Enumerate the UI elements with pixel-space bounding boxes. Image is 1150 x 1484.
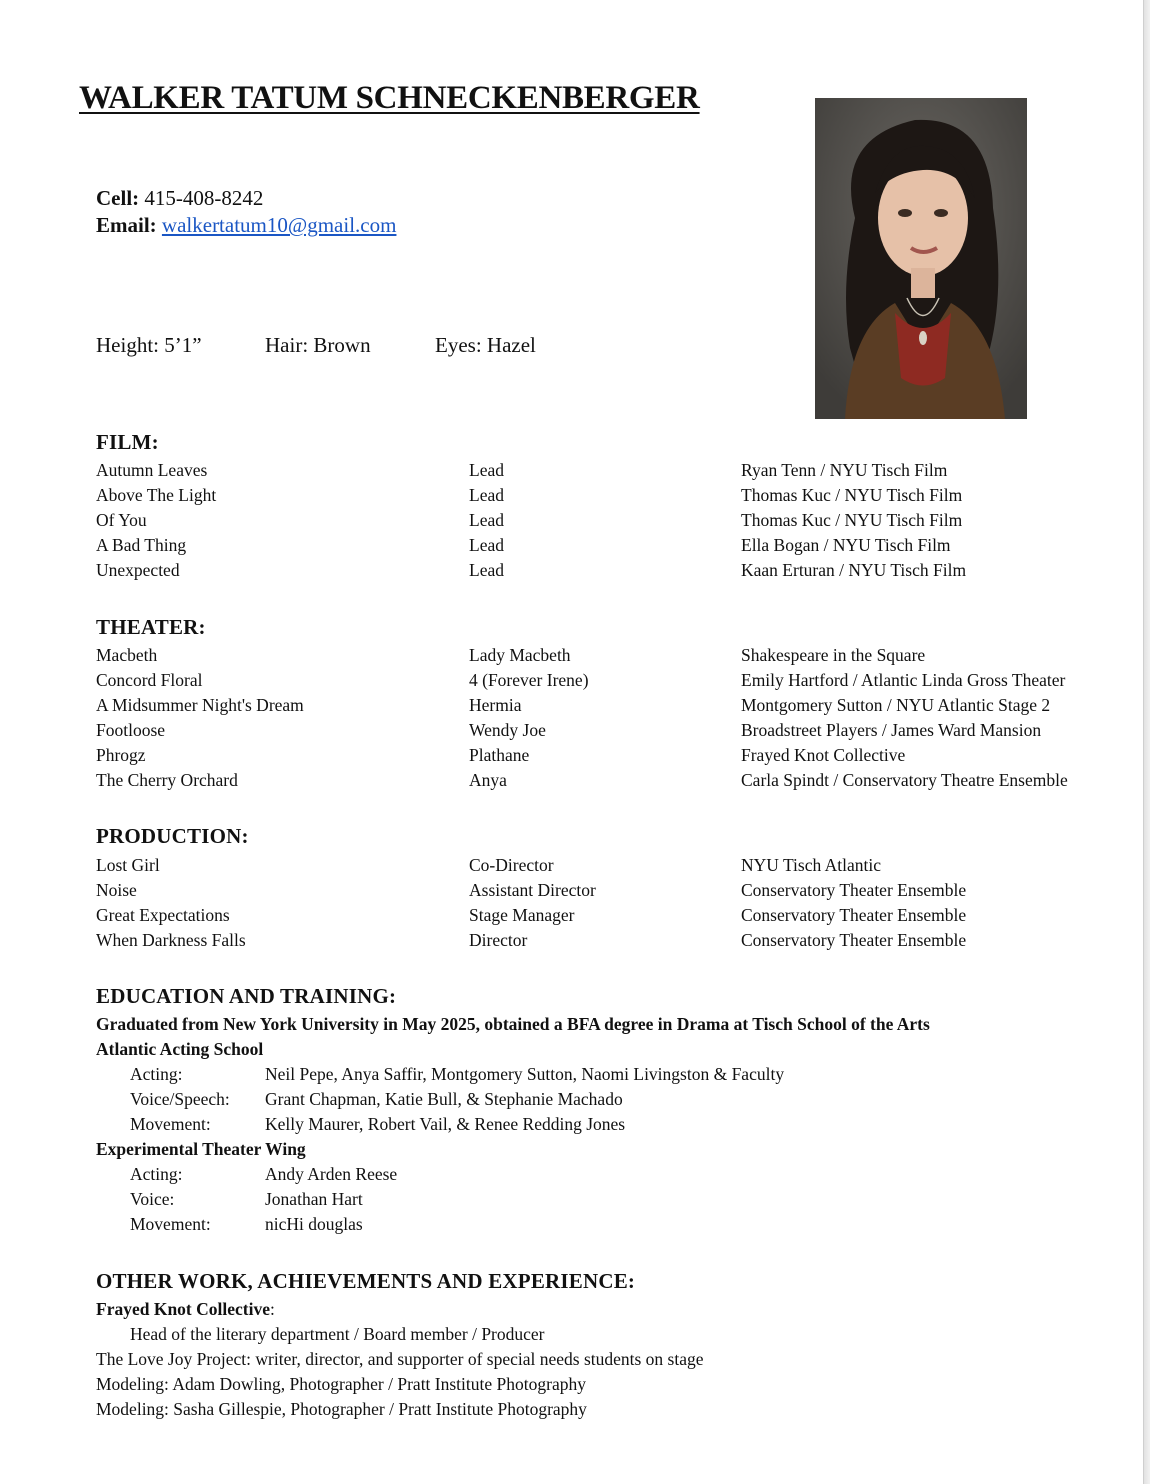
theater-row — [0, 770, 1150, 795]
film-director: Thomas Kuc / NYU Tisch Film — [741, 485, 963, 505]
training-area: Movement: — [130, 1214, 211, 1234]
training-teachers: Grant Chapman, Katie Bull, & Stephanie Machado — [265, 1089, 623, 1109]
hair-stat: Hair: Brown — [265, 333, 371, 357]
film-role: Lead — [469, 535, 504, 555]
film-row — [0, 460, 1150, 485]
production-company: Conservatory Theater Ensemble — [741, 880, 967, 900]
page-title: WALKER TATUM SCHNECKENBERGER — [79, 80, 700, 116]
production-role: Assistant Director — [469, 880, 596, 900]
cell-label: Cell: — [96, 186, 140, 210]
training-area: Acting: — [130, 1064, 183, 1084]
theater-row — [0, 720, 1150, 745]
theater-heading: THEATER: — [96, 615, 206, 639]
theater-title: Concord Floral — [96, 670, 203, 690]
training-area: Acting: — [130, 1164, 183, 1184]
theater-company: Frayed Knot Collective — [741, 745, 906, 765]
theater-company: Broadstreet Players / James Ward Mansion — [741, 720, 1042, 740]
theater-title: Phrogz — [96, 745, 146, 765]
school-etw: Experimental Theater Wing — [96, 1139, 306, 1159]
production-company: NYU Tisch Atlantic — [741, 855, 882, 875]
headshot-photo — [815, 98, 1027, 419]
film-row — [0, 560, 1150, 585]
training-row — [0, 1214, 1150, 1239]
film-role: Lead — [469, 460, 504, 480]
theater-role: Plathane — [469, 745, 530, 765]
other-work-item: Modeling: Sasha Gillespie, Photographer / Pratt Institute Photography — [96, 1399, 587, 1419]
production-title: Great Expectations — [96, 905, 230, 925]
film-title: Of You — [96, 510, 147, 530]
other-work-item: The Love Joy Project: writer, director, and supporter of special needs students on stage — [96, 1349, 704, 1369]
production-role: Director — [469, 930, 528, 950]
production-row — [0, 880, 1150, 905]
production-row — [0, 930, 1150, 955]
theater-title: The Cherry Orchard — [96, 770, 238, 790]
training-row — [0, 1189, 1150, 1214]
education-heading: EDUCATION AND TRAINING: — [96, 984, 397, 1008]
training-teachers: Jonathan Hart — [265, 1189, 363, 1209]
film-role: Lead — [469, 510, 504, 530]
production-role: Stage Manager — [469, 905, 575, 925]
theater-title: A Midsummer Night's Dream — [96, 695, 304, 715]
film-director: Thomas Kuc / NYU Tisch Film — [741, 510, 963, 530]
film-title: Above The Light — [96, 485, 217, 505]
email-link[interactable]: walkertatum10@gmail.com — [161, 213, 397, 237]
training-teachers: Neil Pepe, Anya Saffir, Montgomery Sutton, Naomi Livingston & Faculty — [265, 1064, 785, 1084]
training-area: Movement: — [130, 1114, 211, 1134]
film-director: Ella Bogan / NYU Tisch Film — [741, 535, 951, 555]
film-heading: FILM: — [96, 430, 159, 454]
headshot-illustration — [815, 98, 1027, 419]
training-row — [0, 1064, 1150, 1089]
training-row — [0, 1089, 1150, 1114]
theater-company: Shakespeare in the Square — [741, 645, 926, 665]
other-work-item: Modeling: Adam Dowling, Photographer / Pratt Institute Photography — [96, 1374, 586, 1394]
cell-line — [96, 185, 396, 212]
production-company: Conservatory Theater Ensemble — [741, 905, 967, 925]
theater-company: Montgomery Sutton / NYU Atlantic Stage 2 — [741, 695, 1051, 715]
theater-company: Carla Spindt / Conservatory Theatre Ensemble — [741, 770, 1068, 790]
production-company: Conservatory Theater Ensemble — [741, 930, 967, 950]
theater-role: Wendy Joe — [469, 720, 546, 740]
frayed-knot-detail: Head of the literary department / Board member / Producer — [130, 1324, 545, 1344]
cell-value: 415-408-8242 — [144, 186, 264, 210]
training-teachers: Kelly Maurer, Robert Vail, & Renee Redding Jones — [265, 1114, 626, 1134]
frayed-knot-colon: : — [269, 1299, 275, 1319]
film-director: Ryan Tenn / NYU Tisch Film — [741, 460, 948, 480]
frayed-knot-line — [96, 1299, 275, 1320]
production-title: Lost Girl — [96, 855, 160, 875]
theater-title: Footloose — [96, 720, 166, 740]
theater-row — [0, 645, 1150, 670]
training-row — [0, 1114, 1150, 1139]
email-label: Email: — [96, 213, 157, 237]
production-row — [0, 855, 1150, 880]
theater-role: Hermia — [469, 695, 522, 715]
production-title: Noise — [96, 880, 137, 900]
theater-title: Macbeth — [96, 645, 158, 665]
theater-company: Emily Hartford / Atlantic Linda Gross Theater — [741, 670, 1066, 690]
training-area: Voice: — [130, 1189, 175, 1209]
email-line — [96, 212, 396, 239]
film-director: Kaan Erturan / NYU Tisch Film — [741, 560, 967, 580]
school-atlantic: Atlantic Acting School — [96, 1039, 264, 1059]
film-role: Lead — [469, 560, 504, 580]
film-title: A Bad Thing — [96, 535, 187, 555]
film-title: Unexpected — [96, 560, 180, 580]
theater-row — [0, 745, 1150, 770]
eyes-stat: Eyes: Hazel — [435, 333, 536, 357]
film-role: Lead — [469, 485, 504, 505]
theater-role: Anya — [469, 770, 507, 790]
contact-block — [96, 185, 396, 239]
production-heading: PRODUCTION: — [96, 824, 249, 848]
theater-role: 4 (Forever Irene) — [469, 670, 589, 690]
film-row — [0, 510, 1150, 535]
film-row — [0, 485, 1150, 510]
theater-row — [0, 695, 1150, 720]
production-row — [0, 905, 1150, 930]
theater-row — [0, 670, 1150, 695]
frayed-knot-label: Frayed Knot Collective — [96, 1299, 270, 1319]
film-row — [0, 535, 1150, 560]
training-area: Voice/Speech: — [130, 1089, 230, 1109]
training-teachers: nicHi douglas — [265, 1214, 363, 1234]
other-work-heading: OTHER WORK, ACHIEVEMENTS AND EXPERIENCE: — [96, 1269, 636, 1293]
training-row — [0, 1164, 1150, 1189]
production-role: Co-Director — [469, 855, 554, 875]
production-title: When Darkness Falls — [96, 930, 246, 950]
education-degree: Graduated from New York University in May 2025, obtained a BFA degree in Drama at Tisch School of the Arts — [96, 1014, 930, 1034]
theater-role: Lady Macbeth — [469, 645, 571, 665]
height-stat: Height: 5’1” — [96, 333, 202, 357]
training-teachers: Andy Arden Reese — [265, 1164, 398, 1184]
film-title: Autumn Leaves — [96, 460, 208, 480]
